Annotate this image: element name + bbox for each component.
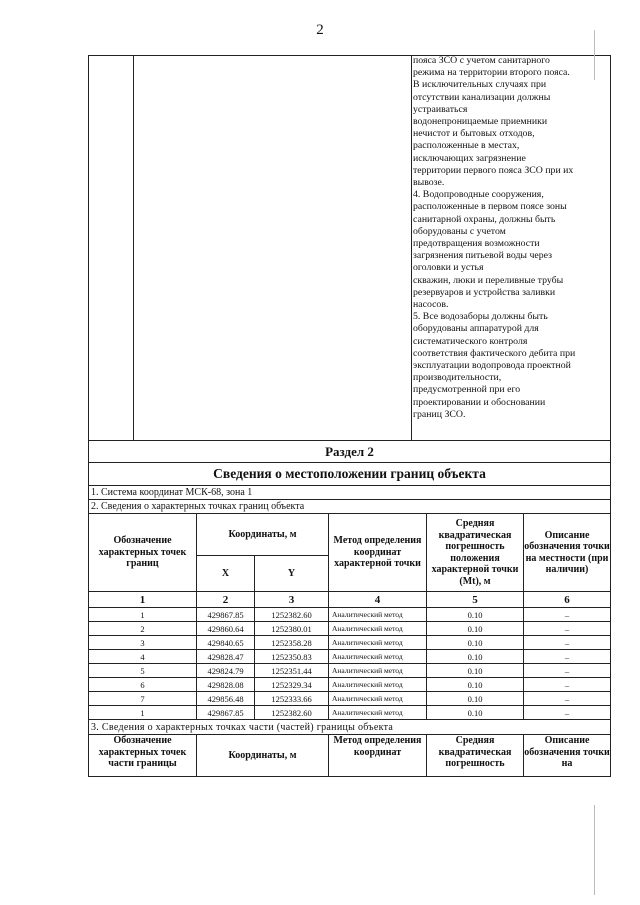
point-description: – bbox=[524, 636, 611, 650]
point-id: 1 bbox=[89, 608, 197, 622]
continuation-line: пояса ЗСО с учетом санитарного bbox=[413, 55, 550, 66]
point-y: 1252350.83 bbox=[255, 650, 329, 664]
point-y: 1252382.60 bbox=[255, 608, 329, 622]
continuation-line: исключающих загрязнение bbox=[413, 152, 526, 164]
continuation-line: вывозе. bbox=[413, 177, 445, 189]
continuation-line: насосов. bbox=[413, 299, 449, 311]
scan-artifact bbox=[594, 805, 595, 895]
section-title: Сведения о местоположении границ объекта bbox=[89, 463, 611, 486]
point-x: 429860.64 bbox=[197, 622, 255, 636]
continuation-line: расположенные в первом поясе зоны bbox=[413, 201, 567, 213]
column-number: 4 bbox=[329, 592, 427, 608]
column-number: 2 bbox=[197, 592, 255, 608]
continuation-line: границ ЗСО. bbox=[413, 408, 466, 420]
point-y: 1252358.28 bbox=[255, 636, 329, 650]
part-header-coordinates: Координаты, м bbox=[197, 735, 329, 777]
part-header-description: Описание обозначения точки на bbox=[524, 735, 611, 777]
point-error: 0.10 bbox=[427, 664, 524, 678]
table-row bbox=[89, 622, 611, 636]
continuation-line: соответствия фактического дебита при bbox=[413, 347, 576, 359]
point-error: 0.10 bbox=[427, 678, 524, 692]
point-method: Аналитический метод bbox=[329, 664, 427, 678]
points-caption: 2. Сведения о характерных точках границ объекта bbox=[89, 500, 611, 514]
point-method: Аналитический метод bbox=[329, 636, 427, 650]
table-row bbox=[89, 692, 611, 706]
header-coordinates: Координаты, м bbox=[197, 514, 329, 556]
column-number: 5 bbox=[427, 592, 524, 608]
continuation-line: предотвращения возможности bbox=[413, 238, 540, 250]
point-x: 429840.65 bbox=[197, 636, 255, 650]
continuation-line: оборудованы с учетом bbox=[413, 225, 506, 237]
point-id: 7 bbox=[89, 692, 197, 706]
table-row bbox=[89, 664, 611, 678]
point-x: 429824.79 bbox=[197, 664, 255, 678]
table-row bbox=[89, 678, 611, 692]
continuation-line: режима на территории второго пояса. bbox=[413, 67, 570, 79]
scan-artifact bbox=[594, 30, 595, 80]
header-error: Средняя квадратическая погрешность положения характерной точки (Mt), м bbox=[427, 514, 524, 592]
point-x: 429828.47 bbox=[197, 650, 255, 664]
part-caption: 3. Сведения о характерных точках части (частей) границы объекта bbox=[89, 720, 611, 735]
part-header-method: Метод определения координат bbox=[329, 735, 427, 777]
continuation-line: 4. Водопроводные сооружения, bbox=[413, 189, 544, 201]
table-border-col2 bbox=[411, 55, 412, 440]
continuation-line: отсутствии канализации должны bbox=[413, 91, 551, 103]
continuation-line: производительности, bbox=[413, 372, 502, 384]
point-description: – bbox=[524, 650, 611, 664]
coord-system: 1. Система координат МСК-68, зона 1 bbox=[89, 486, 611, 500]
column-number: 3 bbox=[255, 592, 329, 608]
continuation-line: проектировании и обосновании bbox=[413, 396, 546, 408]
continuation-line: оборудованы аппаратурой для bbox=[413, 323, 539, 335]
point-error: 0.10 bbox=[427, 622, 524, 636]
point-description: – bbox=[524, 678, 611, 692]
header-designation: Обозначение характерных точек границ bbox=[89, 514, 197, 592]
point-description: – bbox=[524, 664, 611, 678]
continuation-line: загрязнения питьевой воды через bbox=[413, 250, 552, 262]
continuation-line: устраиваться bbox=[413, 103, 468, 115]
point-method: Аналитический метод bbox=[329, 706, 427, 720]
table-row bbox=[89, 608, 611, 622]
point-x: 429856.48 bbox=[197, 692, 255, 706]
point-method: Аналитический метод bbox=[329, 650, 427, 664]
point-y: 1252380.01 bbox=[255, 622, 329, 636]
point-y: 1252351.44 bbox=[255, 664, 329, 678]
continuation-line: систематического контроля bbox=[413, 335, 528, 347]
point-y: 1252382.60 bbox=[255, 706, 329, 720]
point-description: – bbox=[524, 692, 611, 706]
continuation-line: 5. Все водозаборы должны быть bbox=[413, 311, 548, 323]
point-description: – bbox=[524, 608, 611, 622]
boundary-table bbox=[88, 440, 611, 777]
column-number: 6 bbox=[524, 592, 611, 608]
point-x: 429867.85 bbox=[197, 608, 255, 622]
page-number: 2 bbox=[316, 22, 324, 38]
column-number: 1 bbox=[89, 592, 197, 608]
header-x: X bbox=[197, 556, 255, 592]
points-rows bbox=[89, 608, 611, 720]
point-x: 429828.08 bbox=[197, 678, 255, 692]
point-y: 1252333.66 bbox=[255, 692, 329, 706]
point-description: – bbox=[524, 706, 611, 720]
table-row bbox=[89, 636, 611, 650]
table-row bbox=[89, 706, 611, 720]
continuation-line: скважин, люки и переливные трубы bbox=[413, 274, 564, 286]
point-method: Аналитический метод bbox=[329, 622, 427, 636]
continuation-line: водонепроницаемые приемники bbox=[413, 116, 548, 128]
point-id: 1 bbox=[89, 706, 197, 720]
point-method: Аналитический метод bbox=[329, 692, 427, 706]
continuation-line: резервуаров и устройства заливки bbox=[413, 286, 556, 298]
point-id: 4 bbox=[89, 650, 197, 664]
table-border-col1 bbox=[133, 55, 134, 440]
point-error: 0.10 bbox=[427, 692, 524, 706]
continuation-text bbox=[413, 55, 611, 421]
point-error: 0.10 bbox=[427, 650, 524, 664]
point-error: 0.10 bbox=[427, 706, 524, 720]
table-border-left bbox=[88, 55, 89, 440]
point-error: 0.10 bbox=[427, 636, 524, 650]
point-x: 429867.85 bbox=[197, 706, 255, 720]
continuation-line: эксплуатации водопровода проектной bbox=[413, 360, 571, 372]
header-method: Метод определения координат характерной точки bbox=[329, 514, 427, 592]
table-row bbox=[89, 650, 611, 664]
continuation-line: оголовки и устья bbox=[413, 262, 484, 274]
continuation-line: расположенные в местах, bbox=[413, 140, 520, 152]
point-method: Аналитический метод bbox=[329, 678, 427, 692]
continuation-line: санитарной охраны, должны быть bbox=[413, 213, 556, 225]
point-id: 2 bbox=[89, 622, 197, 636]
point-id: 6 bbox=[89, 678, 197, 692]
point-y: 1252329.34 bbox=[255, 678, 329, 692]
header-description: Описание обозначения точки на местности (при наличии) bbox=[524, 514, 611, 592]
header-y: Y bbox=[255, 556, 329, 592]
part-header-error: Средняя квадратическая погрешность bbox=[427, 735, 524, 777]
continuation-line: предусмотренной при его bbox=[413, 384, 521, 396]
section-label: Раздел 2 bbox=[89, 441, 611, 463]
continuation-line: нечистот и бытовых отходов, bbox=[413, 128, 535, 140]
column-numbers-row bbox=[89, 592, 611, 608]
continuation-line: территории первого пояса ЗСО при их bbox=[413, 164, 574, 176]
point-id: 5 bbox=[89, 664, 197, 678]
part-header-designation: Обозначение характерных точек части границы bbox=[89, 735, 197, 777]
point-id: 3 bbox=[89, 636, 197, 650]
point-error: 0.10 bbox=[427, 608, 524, 622]
point-description: – bbox=[524, 622, 611, 636]
continuation-line: В исключительных случаях при bbox=[413, 79, 547, 91]
point-method: Аналитический метод bbox=[329, 608, 427, 622]
